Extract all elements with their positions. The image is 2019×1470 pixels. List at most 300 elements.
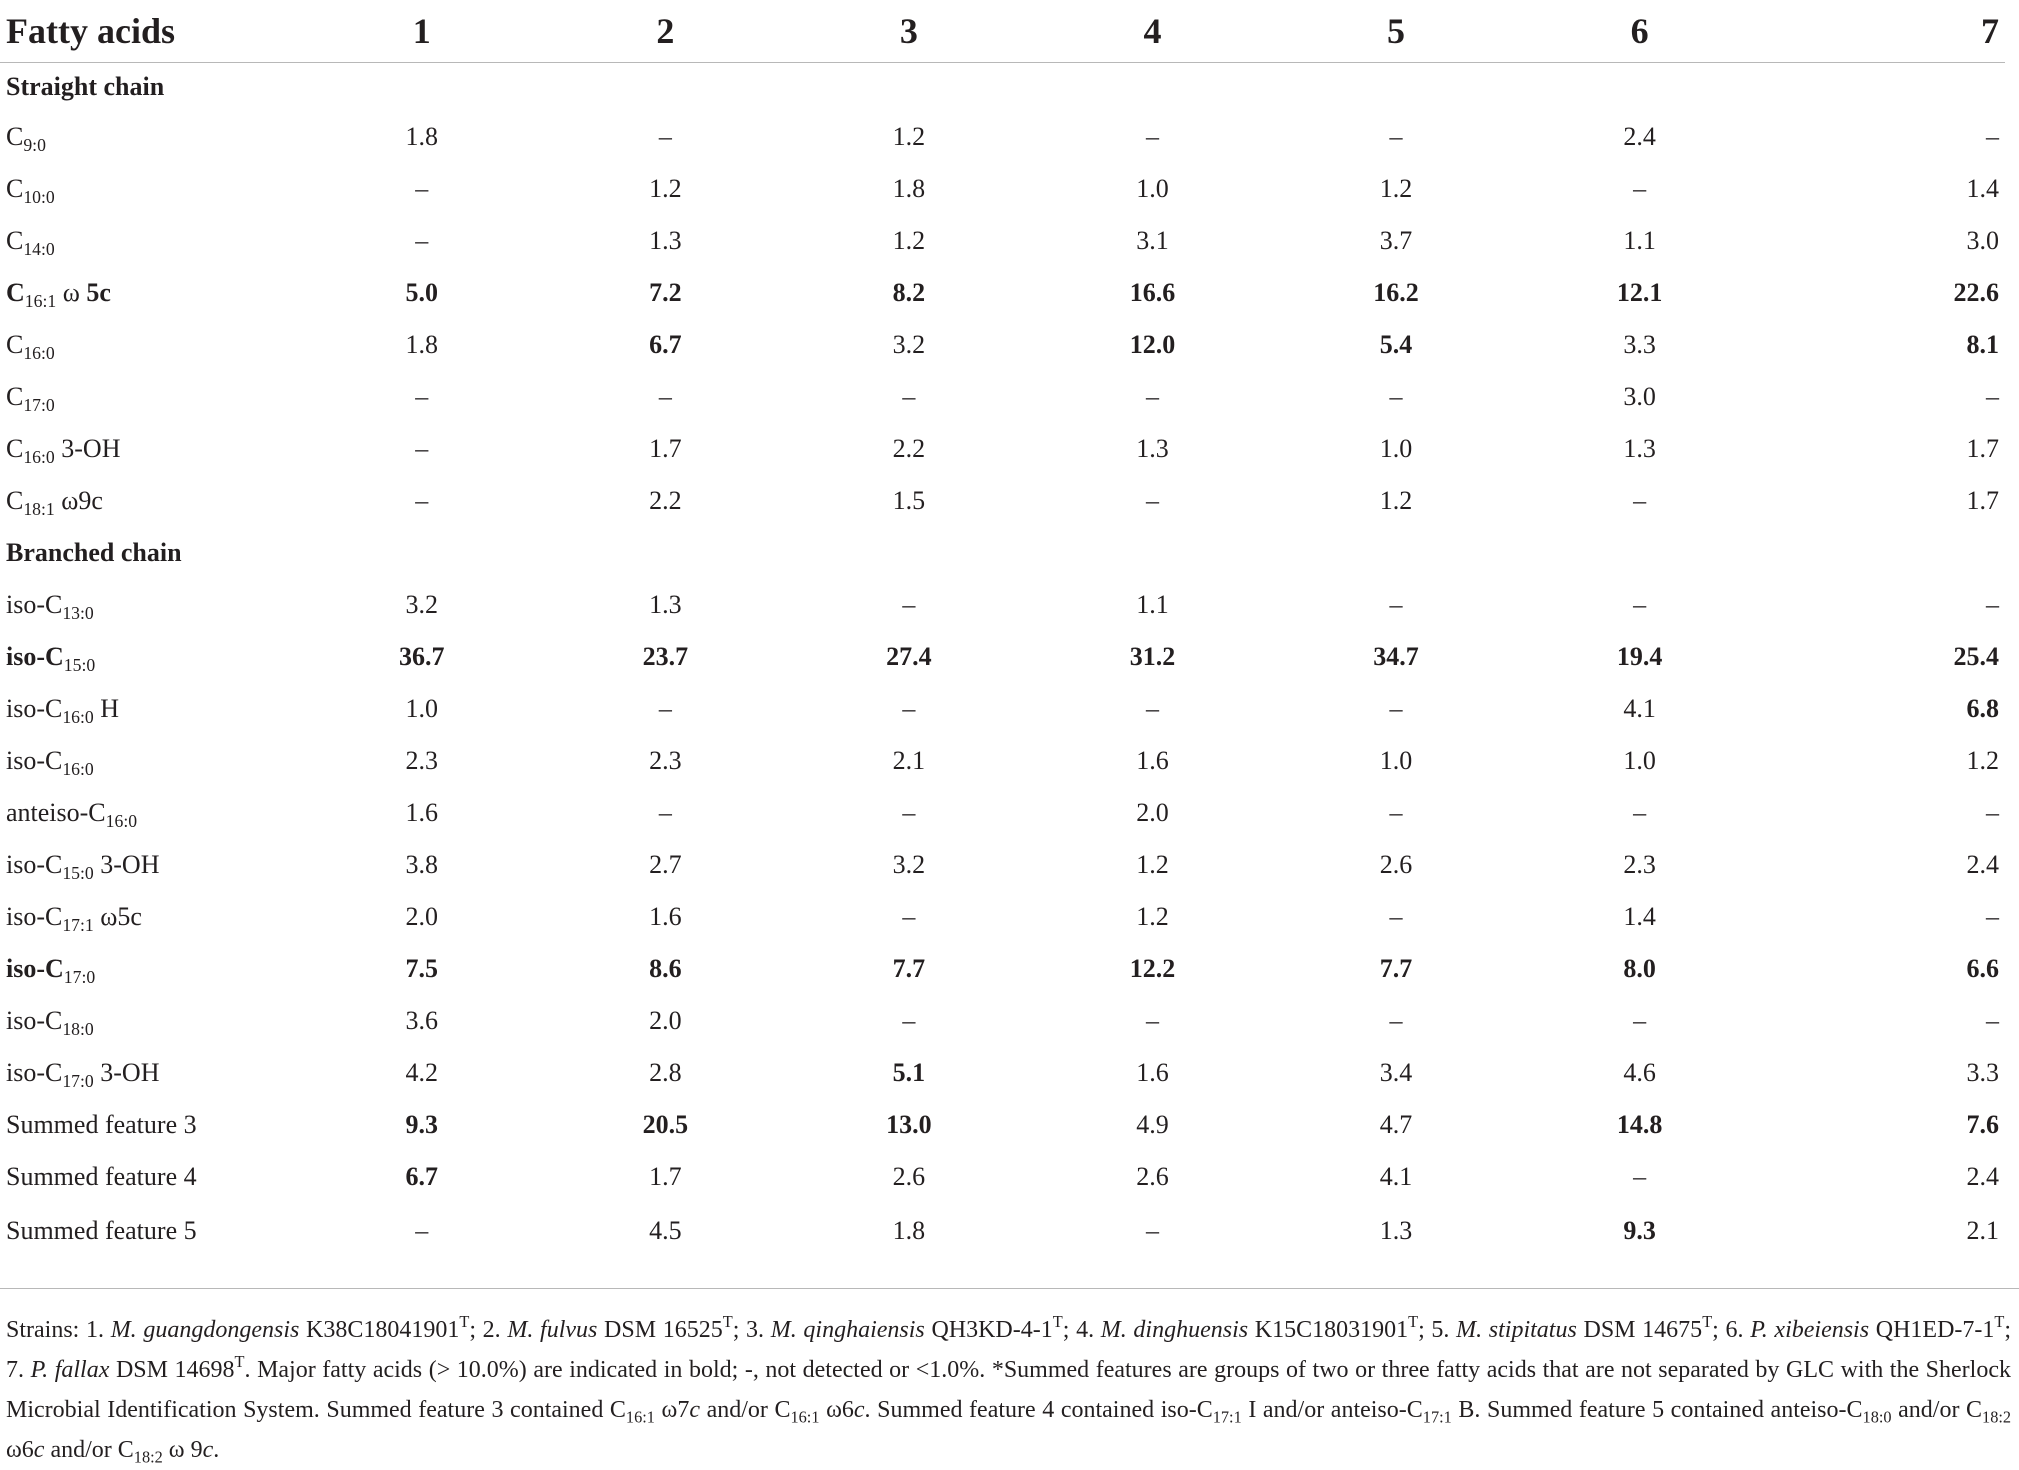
- value-cell: 3.3: [1966, 1058, 1999, 1087]
- fatty-acid-name: [0, 891, 300, 943]
- value-cell: –: [902, 694, 916, 723]
- value-cell: 1.8: [892, 174, 926, 203]
- value-cell: 1.8: [892, 1216, 926, 1245]
- section-header-row: [0, 63, 2005, 112]
- value-cell: –: [1986, 382, 1999, 411]
- value-cell: 3.3: [1623, 330, 1656, 359]
- text-segment: Summed feature 5: [6, 1216, 197, 1245]
- value-cell: 3.2: [405, 590, 439, 619]
- fatty-acid-name: [0, 1047, 300, 1099]
- text-segment: P. xibeiensis: [1750, 1317, 1870, 1343]
- text-segment: C: [6, 486, 24, 515]
- value-cell: –: [415, 1216, 429, 1245]
- fatty-acid-name: [0, 475, 300, 527]
- value-cell: –: [658, 694, 672, 723]
- text-segment: 16:0: [105, 811, 138, 832]
- text-segment: 10:0: [23, 187, 55, 208]
- text-segment: DSM 14675: [1576, 1317, 1703, 1343]
- text-segment: DSM 14698: [109, 1357, 235, 1383]
- text-segment: C: [6, 122, 24, 151]
- text-segment: iso-C: [6, 1006, 63, 1035]
- value-cell: –: [1986, 590, 1999, 619]
- value-cell: –: [1389, 590, 1403, 619]
- value-cell: 2.0: [649, 1006, 682, 1035]
- text-segment: ; 5.: [1418, 1317, 1457, 1343]
- fatty-acid-name: [0, 111, 300, 163]
- section-header-row: [0, 527, 2005, 579]
- text-segment: iso-C: [6, 590, 63, 619]
- text-segment: 18:2: [133, 1447, 163, 1467]
- value-cell: 13.0: [886, 1110, 932, 1139]
- value-cell: 6.8: [1966, 694, 1999, 723]
- value-cell: –: [658, 122, 672, 151]
- value-cell: 6.6: [1966, 954, 1999, 983]
- value-cell: 3.1: [1136, 226, 1169, 255]
- value-cell: 3.0: [1623, 382, 1656, 411]
- table-row: [0, 891, 2005, 943]
- text-segment: Strains: 1.: [6, 1317, 111, 1343]
- value-cell: 8.1: [1966, 330, 1999, 359]
- value-cell: –: [1986, 902, 1999, 931]
- value-cell: 7.5: [405, 954, 439, 983]
- value-cell: –: [658, 382, 672, 411]
- value-cell: 1.6: [1136, 746, 1169, 775]
- value-cell: 2.8: [649, 1058, 682, 1087]
- value-cell: 1.7: [649, 1162, 682, 1191]
- text-segment: c: [853, 1397, 865, 1423]
- value-cell: 4.1: [1623, 694, 1656, 723]
- value-cell: –: [1633, 1162, 1647, 1191]
- value-cell: –: [1389, 902, 1403, 931]
- text-segment: ω: [56, 278, 87, 307]
- text-segment: and/or C: [699, 1397, 791, 1423]
- value-cell: 7.7: [892, 954, 926, 983]
- table-row: [0, 267, 2005, 319]
- value-cell: 1.3: [649, 226, 682, 255]
- text-segment: T: [1702, 1312, 1713, 1332]
- value-cell: 1.4: [1966, 174, 1999, 203]
- text-segment: Summed feature 4: [6, 1162, 197, 1191]
- text-segment: I and/or anteiso-C: [1241, 1397, 1423, 1423]
- text-segment: 18:0: [1862, 1407, 1892, 1427]
- text-segment: 16:0: [23, 343, 55, 364]
- fatty-acid-name: [0, 1099, 300, 1151]
- table-row: [0, 995, 2005, 1047]
- text-segment: 17:0: [23, 395, 55, 416]
- value-cell: –: [1145, 694, 1159, 723]
- value-cell: 2.6: [1379, 850, 1413, 879]
- value-cell: 1.2: [649, 174, 682, 203]
- value-cell: 3.2: [892, 330, 926, 359]
- value-cell: –: [415, 434, 429, 463]
- header-strain-4: 4: [1031, 0, 1275, 63]
- value-cell: 1.6: [649, 902, 682, 931]
- text-segment: . Major fatty acids (> 10.0%) are indicated in bold; -, not detected or <1.0%. *Summed features are groups of two or three fatty acids that are not separated by GLC with the Sherlock Microbial Identification System. Summed feature 3 contained C: [6, 1357, 2011, 1423]
- value-cell: 6.7: [649, 330, 682, 359]
- value-cell: 2.3: [405, 746, 439, 775]
- value-cell: 2.3: [649, 746, 682, 775]
- text-segment: K38C18041901: [299, 1317, 460, 1343]
- value-cell: 2.3: [1623, 850, 1656, 879]
- value-cell: –: [1986, 1006, 1999, 1035]
- value-cell: 7.2: [649, 278, 682, 307]
- value-cell: 12.2: [1129, 954, 1176, 983]
- fatty-acid-name: [0, 1203, 300, 1259]
- value-cell: –: [1145, 122, 1159, 151]
- value-cell: –: [1145, 382, 1159, 411]
- text-segment: B. Summed feature 5 contained anteiso-C: [1451, 1397, 1863, 1423]
- value-cell: 2.4: [1623, 122, 1656, 151]
- value-cell: –: [415, 174, 429, 203]
- value-cell: 1.2: [1379, 486, 1413, 515]
- header-strain-7: 7: [1761, 0, 2005, 63]
- table-row: [0, 423, 2005, 475]
- fatty-acid-name: [0, 163, 300, 215]
- value-cell: 4.2: [405, 1058, 439, 1087]
- value-cell: 1.0: [405, 694, 439, 723]
- value-cell: 4.7: [1379, 1110, 1413, 1139]
- fatty-acid-name: [0, 579, 300, 631]
- value-cell: –: [415, 226, 429, 255]
- footnote-divider: [0, 1288, 2019, 1289]
- value-cell: 20.5: [642, 1110, 689, 1139]
- fatty-acid-name: [0, 267, 300, 319]
- text-segment: M. fulvus: [507, 1317, 598, 1343]
- text-segment: iso-C: [6, 954, 64, 983]
- table-row: [0, 319, 2005, 371]
- text-segment: ω6: [6, 1437, 34, 1463]
- text-segment: 16:1: [24, 291, 57, 312]
- value-cell: 12.1: [1616, 278, 1663, 307]
- value-cell: 4.9: [1136, 1110, 1169, 1139]
- value-cell: –: [1633, 1006, 1647, 1035]
- header-strain-2: 2: [544, 0, 788, 63]
- text-segment: ω5c: [93, 902, 142, 931]
- header-strain-1: 1: [300, 0, 544, 63]
- value-cell: 25.4: [1953, 642, 1999, 671]
- fatty-acid-name: [0, 423, 300, 475]
- text-segment: 18:2: [1982, 1407, 2012, 1427]
- value-cell: 1.1: [1136, 590, 1169, 619]
- value-cell: –: [902, 590, 916, 619]
- value-cell: 1.3: [1623, 434, 1656, 463]
- value-cell: 2.2: [649, 486, 682, 515]
- table-footnote: [6, 1310, 2011, 1470]
- value-cell: 5.4: [1379, 330, 1413, 359]
- text-segment: C: [6, 330, 24, 359]
- text-segment: C: [6, 382, 24, 411]
- text-segment: 17:1: [1422, 1407, 1452, 1427]
- value-cell: 2.6: [1136, 1162, 1169, 1191]
- table-row: [0, 371, 2005, 423]
- value-cell: 1.2: [1136, 902, 1169, 931]
- text-segment: 18:1: [23, 499, 55, 520]
- value-cell: 14.8: [1616, 1110, 1663, 1139]
- text-segment: 14:0: [23, 239, 55, 260]
- value-cell: 2.2: [892, 434, 926, 463]
- table-row: [0, 1203, 2005, 1259]
- header-strain-6: 6: [1518, 0, 1762, 63]
- fatty-acid-name: [0, 631, 300, 683]
- value-cell: 4.5: [649, 1216, 682, 1245]
- value-cell: 1.4: [1623, 902, 1656, 931]
- value-cell: –: [1389, 694, 1403, 723]
- value-cell: 2.4: [1966, 850, 1999, 879]
- value-cell: 1.0: [1623, 746, 1656, 775]
- text-segment: 16:0: [62, 759, 94, 780]
- text-segment: T: [1052, 1312, 1063, 1332]
- text-segment: C: [6, 278, 25, 307]
- value-cell: 8.2: [892, 278, 926, 307]
- table-row: [0, 1099, 2005, 1151]
- fatty-acid-name: [0, 1151, 300, 1203]
- value-cell: 1.2: [892, 122, 926, 151]
- value-cell: 16.6: [1129, 278, 1176, 307]
- value-cell: –: [1633, 486, 1647, 515]
- text-segment: ω7: [654, 1397, 690, 1423]
- text-segment: iso-C: [6, 694, 63, 723]
- value-cell: 31.2: [1129, 642, 1176, 671]
- text-segment: 15:0: [62, 863, 94, 884]
- value-cell: 1.7: [1966, 434, 1999, 463]
- value-cell: –: [1145, 1006, 1159, 1035]
- table-row: [0, 111, 2005, 163]
- text-segment: K15C18031901: [1248, 1317, 1409, 1343]
- text-segment: T: [722, 1312, 733, 1332]
- fatty-acid-name: [0, 319, 300, 371]
- table-header-row: [0, 0, 2005, 63]
- value-cell: 9.3: [405, 1110, 439, 1139]
- value-cell: –: [902, 798, 916, 827]
- table-row: [0, 735, 2005, 787]
- value-cell: 1.2: [1379, 174, 1413, 203]
- text-segment: C: [6, 226, 24, 255]
- value-cell: –: [1633, 798, 1647, 827]
- value-cell: –: [1389, 382, 1403, 411]
- text-segment: T: [459, 1312, 470, 1332]
- value-cell: 1.1: [1623, 226, 1656, 255]
- value-cell: 1.7: [1966, 486, 1999, 515]
- text-segment: 16:0: [62, 707, 94, 728]
- text-segment: QH1ED-7-1: [1869, 1317, 1995, 1343]
- value-cell: 1.0: [1379, 434, 1413, 463]
- value-cell: –: [1145, 486, 1159, 515]
- text-segment: 16:0: [23, 447, 55, 468]
- text-segment: and/or C: [44, 1437, 134, 1463]
- text-segment: ω6: [819, 1397, 854, 1423]
- table-row: [0, 215, 2005, 267]
- value-cell: 1.2: [1136, 850, 1169, 879]
- table-row: [0, 839, 2005, 891]
- text-segment: ω9c: [54, 486, 103, 515]
- value-cell: –: [658, 798, 672, 827]
- value-cell: 1.3: [1379, 1216, 1413, 1245]
- value-cell: 3.2: [892, 850, 926, 879]
- value-cell: 1.0: [1136, 174, 1169, 203]
- value-cell: –: [415, 382, 429, 411]
- text-segment: ; 3.: [732, 1317, 771, 1343]
- text-segment: c: [33, 1437, 45, 1463]
- text-segment: Summed feature 3: [6, 1110, 197, 1139]
- fatty-acid-name: [0, 683, 300, 735]
- value-cell: 3.8: [405, 850, 439, 879]
- text-segment: 15:0: [63, 655, 96, 676]
- text-segment: M. stipitatus: [1456, 1317, 1577, 1343]
- value-cell: 1.7: [649, 434, 682, 463]
- value-cell: 1.2: [1966, 746, 1999, 775]
- text-segment: 17:1: [62, 915, 94, 936]
- text-segment: iso-C: [6, 746, 63, 775]
- value-cell: 2.1: [1966, 1216, 1999, 1245]
- value-cell: –: [1389, 798, 1403, 827]
- text-segment: 17:0: [62, 1071, 94, 1092]
- text-segment: 17:0: [63, 967, 96, 988]
- value-cell: 2.6: [892, 1162, 926, 1191]
- text-segment: 17:1: [1212, 1407, 1242, 1427]
- value-cell: –: [1389, 122, 1403, 151]
- text-segment: 3-OH: [93, 1058, 160, 1087]
- text-segment: 5c: [86, 278, 111, 307]
- value-cell: 8.0: [1623, 954, 1656, 983]
- value-cell: 12.0: [1129, 330, 1176, 359]
- text-segment: ; 6.: [1712, 1317, 1751, 1343]
- value-cell: 1.3: [1136, 434, 1169, 463]
- value-cell: 4.1: [1379, 1162, 1413, 1191]
- text-segment: T: [234, 1352, 245, 1372]
- fatty-acid-name: [0, 839, 300, 891]
- value-cell: 1.2: [892, 226, 926, 255]
- table-row: [0, 1151, 2005, 1203]
- value-cell: 2.0: [1136, 798, 1169, 827]
- text-segment: M. guangdongensis: [110, 1317, 300, 1343]
- value-cell: 5.0: [405, 278, 439, 307]
- text-segment: M. dinghuensis: [1100, 1317, 1249, 1343]
- value-cell: 1.6: [1136, 1058, 1169, 1087]
- value-cell: 22.6: [1953, 278, 1999, 307]
- value-cell: –: [415, 486, 429, 515]
- text-segment: T: [1994, 1312, 2005, 1332]
- header-strain-5: 5: [1274, 0, 1518, 63]
- text-segment: anteiso-C: [6, 798, 106, 827]
- text-segment: ; 7.: [6, 1317, 2012, 1383]
- fatty-acid-name: [0, 943, 300, 995]
- text-segment: ; 2.: [469, 1317, 508, 1343]
- value-cell: 23.7: [642, 642, 689, 671]
- text-segment: T: [1408, 1312, 1419, 1332]
- fatty-acid-name: [0, 995, 300, 1047]
- value-cell: –: [1986, 122, 1999, 151]
- text-segment: QH3KD-4-1: [924, 1317, 1053, 1343]
- value-cell: 6.7: [405, 1162, 439, 1191]
- table-row: [0, 163, 2005, 215]
- value-cell: –: [902, 1006, 916, 1035]
- value-cell: 5.1: [892, 1058, 926, 1087]
- value-cell: 9.3: [1623, 1216, 1656, 1245]
- fatty-acid-name: [0, 787, 300, 839]
- table-row: [0, 1047, 2005, 1099]
- table-row: [0, 631, 2005, 683]
- text-segment: M. qinghaiensis: [770, 1317, 925, 1343]
- value-cell: –: [1633, 590, 1647, 619]
- value-cell: 19.4: [1616, 642, 1663, 671]
- value-cell: 2.7: [649, 850, 682, 879]
- section-title: Branched chain: [6, 538, 182, 567]
- text-segment: iso-C: [6, 1058, 63, 1087]
- fatty-acid-name: [0, 215, 300, 267]
- table-body: [0, 63, 2005, 1260]
- value-cell: –: [1633, 174, 1647, 203]
- value-cell: 3.6: [405, 1006, 439, 1035]
- value-cell: 1.6: [405, 798, 439, 827]
- value-cell: 1.3: [649, 590, 682, 619]
- section-title: Straight chain: [6, 72, 165, 101]
- value-cell: 3.4: [1379, 1058, 1413, 1087]
- value-cell: 2.0: [405, 902, 439, 931]
- text-segment: iso-C: [6, 850, 63, 879]
- value-cell: 3.7: [1379, 226, 1413, 255]
- value-cell: 7.6: [1966, 1110, 1999, 1139]
- value-cell: 1.5: [892, 486, 926, 515]
- text-segment: 3-OH: [93, 850, 160, 879]
- fatty-acid-name: [0, 735, 300, 787]
- value-cell: –: [902, 382, 916, 411]
- value-cell: 34.7: [1373, 642, 1419, 671]
- text-segment: c: [202, 1437, 214, 1463]
- value-cell: –: [1145, 1216, 1159, 1245]
- text-segment: ω 9: [162, 1437, 203, 1463]
- table-row: [0, 475, 2005, 527]
- text-segment: C: [6, 174, 24, 203]
- text-segment: DSM 16525: [597, 1317, 723, 1343]
- text-segment: ; 4.: [1062, 1317, 1101, 1343]
- table-row: [0, 579, 2005, 631]
- text-segment: 16:1: [625, 1407, 655, 1427]
- text-segment: C: [6, 434, 24, 463]
- table-row: [0, 787, 2005, 839]
- value-cell: 27.4: [886, 642, 932, 671]
- value-cell: 1.8: [405, 122, 439, 151]
- value-cell: 2.4: [1966, 1162, 1999, 1191]
- value-cell: 7.7: [1379, 954, 1413, 983]
- fatty-acid-name: [0, 371, 300, 423]
- text-segment: 9:0: [23, 135, 46, 156]
- value-cell: 3.0: [1966, 226, 1999, 255]
- value-cell: 16.2: [1373, 278, 1419, 307]
- value-cell: –: [902, 902, 916, 931]
- value-cell: –: [1389, 1006, 1403, 1035]
- value-cell: 8.6: [649, 954, 682, 983]
- text-segment: 18:0: [62, 1019, 94, 1040]
- text-segment: . Summed feature 4 contained iso-C: [864, 1397, 1213, 1423]
- text-segment: and/or C: [1891, 1397, 1983, 1423]
- value-cell: 4.6: [1623, 1058, 1656, 1087]
- value-cell: 2.1: [892, 746, 926, 775]
- text-segment: c: [689, 1397, 700, 1423]
- value-cell: 36.7: [399, 642, 445, 671]
- text-segment: iso-C: [6, 902, 63, 931]
- value-cell: –: [1986, 798, 1999, 827]
- table-row: [0, 683, 2005, 735]
- header-strain-3: 3: [787, 0, 1031, 63]
- text-segment: iso-C: [6, 642, 64, 671]
- value-cell: 1.0: [1379, 746, 1413, 775]
- value-cell: 1.8: [405, 330, 439, 359]
- text-segment: 13:0: [62, 603, 94, 624]
- text-segment: P. fallax: [30, 1357, 110, 1383]
- text-segment: 16:1: [790, 1407, 820, 1427]
- table-row: [0, 943, 2005, 995]
- text-segment: .: [213, 1437, 220, 1463]
